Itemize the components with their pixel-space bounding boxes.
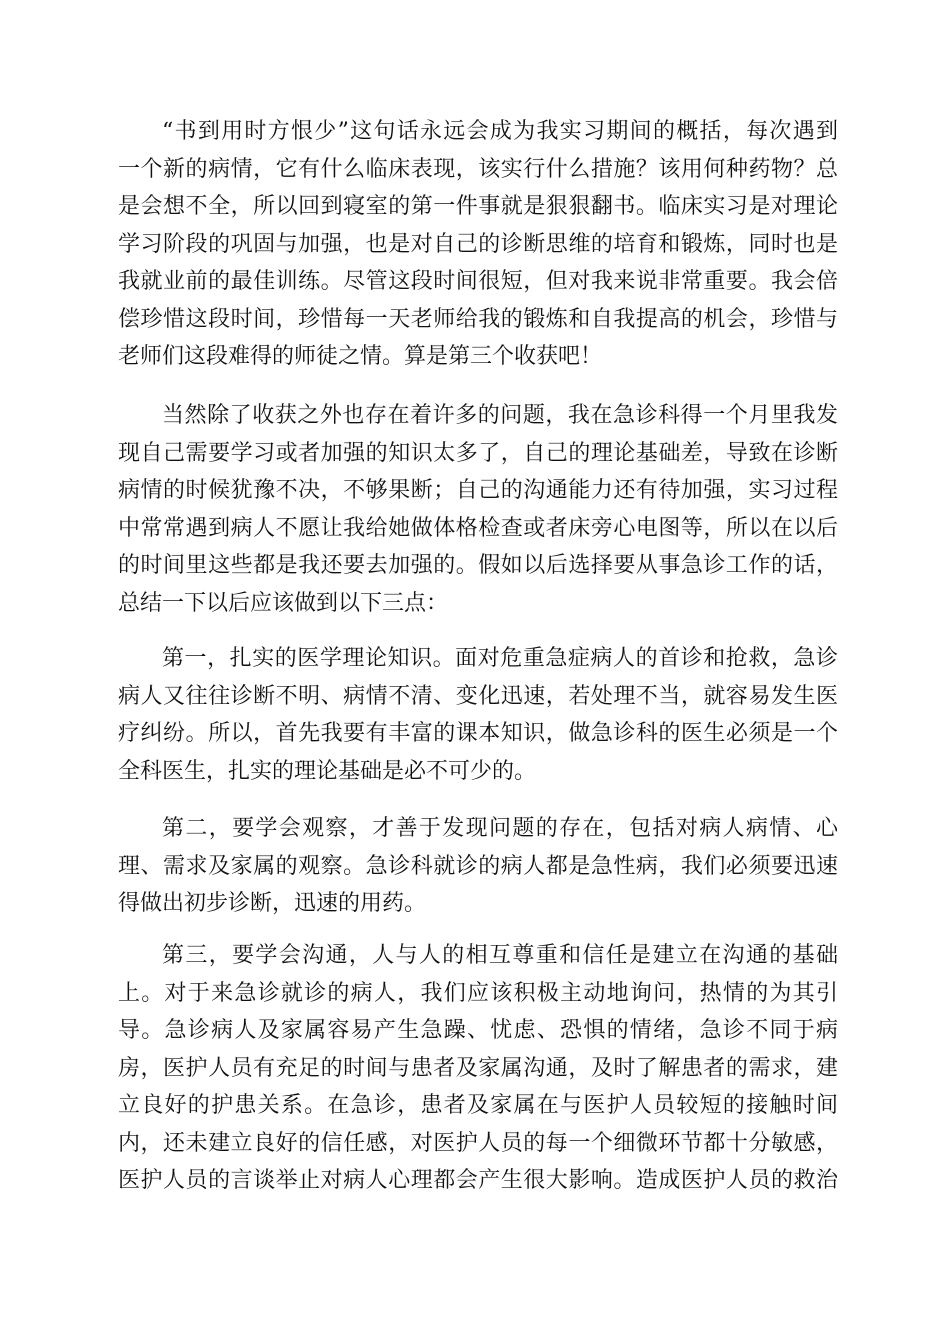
paragraph-line: 现自己需要学习或者加强的知识太多了，自己的理论基础差，导致在诊断: [118, 440, 838, 466]
paragraph-line: 当然除了收获之外也存在着许多的问题，我在急诊科得一个月里我发: [162, 403, 838, 428]
paragraph-line: 我就业前的最佳训练。尽管这段时间很短，但对我来说非常重要。我会倍: [118, 269, 838, 294]
paragraph-line: 医护人员的言谈举止对病人心理都会产生很大影响。造成医护人员的救治: [118, 1168, 838, 1193]
paragraph-line: 老师们这段难得的师徒之情。算是第三个收获吧！: [118, 344, 603, 369]
paragraph-line: 第一，扎实的医学理论知识。面对危重急症病人的首诊和抢救，急诊: [162, 646, 838, 671]
paragraph-line: 内，还未建立良好的信任感，对医护人员的每一个细微环节都十分敏感，: [118, 1130, 838, 1156]
paragraph-line: 第三，要学会沟通，人与人的相互尊重和信任是建立在沟通的基础: [162, 943, 838, 968]
paragraph-line: 病情的时候犹豫不决，不够果断；自己的沟通能力还有待加强，实习过程: [118, 478, 838, 503]
paragraph-line: 学习阶段的巩固与加强，也是对自己的诊断思维的培育和锻炼，同时也是: [118, 231, 838, 257]
paragraph-line: 房，医护人员有充足的时间与患者及家属沟通，及时了解患者的需求，建: [118, 1055, 838, 1081]
paragraph-line: 得做出初步诊断，迅速的用药。: [118, 891, 427, 916]
paragraph-line: 总结一下以后应该做到以下三点：: [118, 590, 449, 616]
paragraph-line: “书到用时方恨少”这句话永远会成为我实习期间的概括，每次遇到: [162, 119, 838, 144]
paragraph-2: [118, 397, 838, 622]
paragraph-line: 中常常遇到病人不愿让我给她做体格检查或者床旁心电图等，所以在以后: [118, 515, 838, 541]
paragraph-line: 理、需求及家属的观察。急诊科就诊的病人都是急性病，我们必须要迅速: [118, 853, 838, 879]
paragraph-line: 全科医生，扎实的理论基础是必不可少的。: [118, 758, 537, 784]
paragraph-line: 是会想不全，所以回到寝室的第一件事就是狠狠翻书。临床实习是对理论: [118, 194, 838, 219]
paragraph-line: 导。急诊病人及家属容易产生急躁、忧虑、恐惧的情绪，急诊不同于病: [118, 1018, 838, 1043]
paragraph-3: [118, 640, 838, 790]
paragraph-line: 偿珍惜这段时间，珍惜每一天老师给我的锻炼和自我提高的机会，珍惜与: [118, 306, 838, 332]
paragraph-line: 的时间里这些都是我还要去加强的。假如以后选择要从事急诊工作的话，: [118, 553, 838, 578]
paragraph-4: [118, 810, 838, 923]
paragraph-1: [118, 113, 838, 376]
paragraph-line: 上。对于来急诊就诊的病人，我们应该积极主动地询问，热情的为其引: [118, 980, 838, 1006]
paragraph-5: [118, 937, 838, 1200]
paragraph-line: 第二，要学会观察，才善于发现问题的存在，包括对病人病情、心: [162, 816, 838, 841]
paragraph-line: 病人又往往诊断不明、病情不清、变化迅速，若处理不当，就容易发生医: [118, 683, 838, 709]
paragraph-line: 立良好的护患关系。在急诊，患者及家属在与医护人员较短的接触时间: [118, 1093, 838, 1118]
paragraph-line: 一个新的病情，它有什么临床表现，该实行什么措施？该用何种药物？总: [118, 156, 838, 182]
paragraph-line: 疗纠纷。所以，首先我要有丰富的课本知识，做急诊科的医生必须是一个: [118, 721, 838, 746]
